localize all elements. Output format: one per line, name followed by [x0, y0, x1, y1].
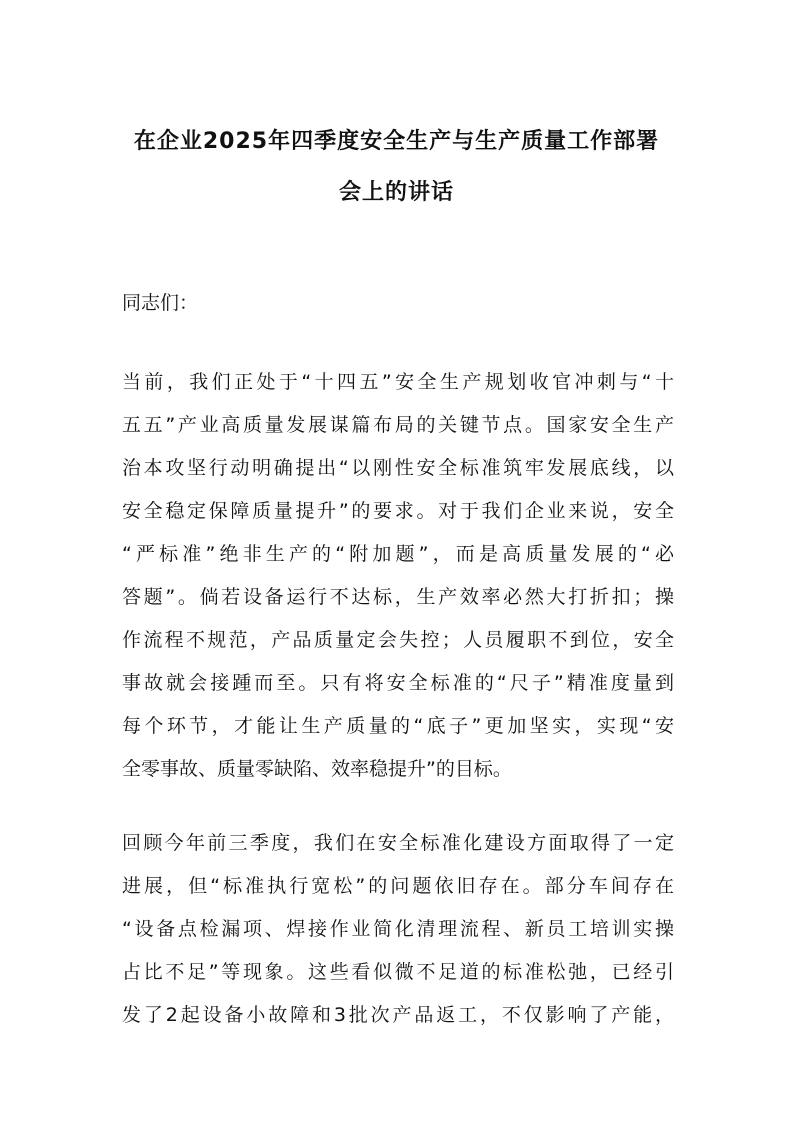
paragraph-line: 占比不足”等现象。这些看似微不足道的标准松弛，已经引: [122, 961, 674, 983]
paragraph-line: 治本攻坚行动明确提出“以刚性安全标准筑牢发展底线，以: [122, 457, 674, 479]
paragraph-line: 发了2起设备小故障和3批次产品返工，不仅影响了产能，: [122, 1004, 674, 1026]
paragraph-line: 进展，但“标准执行宽松”的问题依旧存在。部分车间存在: [122, 875, 674, 897]
paragraph-line: 安全稳定保障质量提升”的要求。对于我们企业来说，安全: [122, 500, 674, 522]
paragraph-line: 全零事故、质量零缺陷、效率稳提升”的目标。: [122, 758, 512, 780]
paragraph-line: “设备点检漏项、焊接作业简化清理流程、新员工培训实操: [122, 918, 674, 940]
title-line-2: 会上的讲话: [338, 180, 454, 205]
paragraph-line: 回顾今年前三季度，我们在安全标准化建设方面取得了一定: [122, 832, 674, 854]
paragraph-line: “严标准”绝非生产的“附加题”，而是高质量发展的“必: [122, 543, 674, 565]
paragraph-line: 作流程不规范，产品质量定会失控；人员履职不到位，安全: [122, 629, 674, 651]
paragraph-line: 答题”。倘若设备运行不达标，生产效率必然大打折扣；操: [122, 586, 674, 608]
paragraph-line: 事故就会接踵而至。只有将安全标准的“尺子”精准度量到: [122, 672, 674, 694]
paragraph-line: 五五”产业高质量发展谋篇布局的关键节点。国家安全生产: [122, 414, 674, 436]
paragraph-line: 当前，我们正处于“十四五”安全生产规划收官冲刺与“十: [122, 371, 674, 393]
salutation: 同志们：: [122, 292, 199, 314]
title-line-1: 在企业2025年四季度安全生产与生产质量工作部署: [133, 129, 660, 154]
paragraph-line: 每个环节，才能让生产质量的“底子”更加坚实，实现“安: [122, 715, 674, 737]
